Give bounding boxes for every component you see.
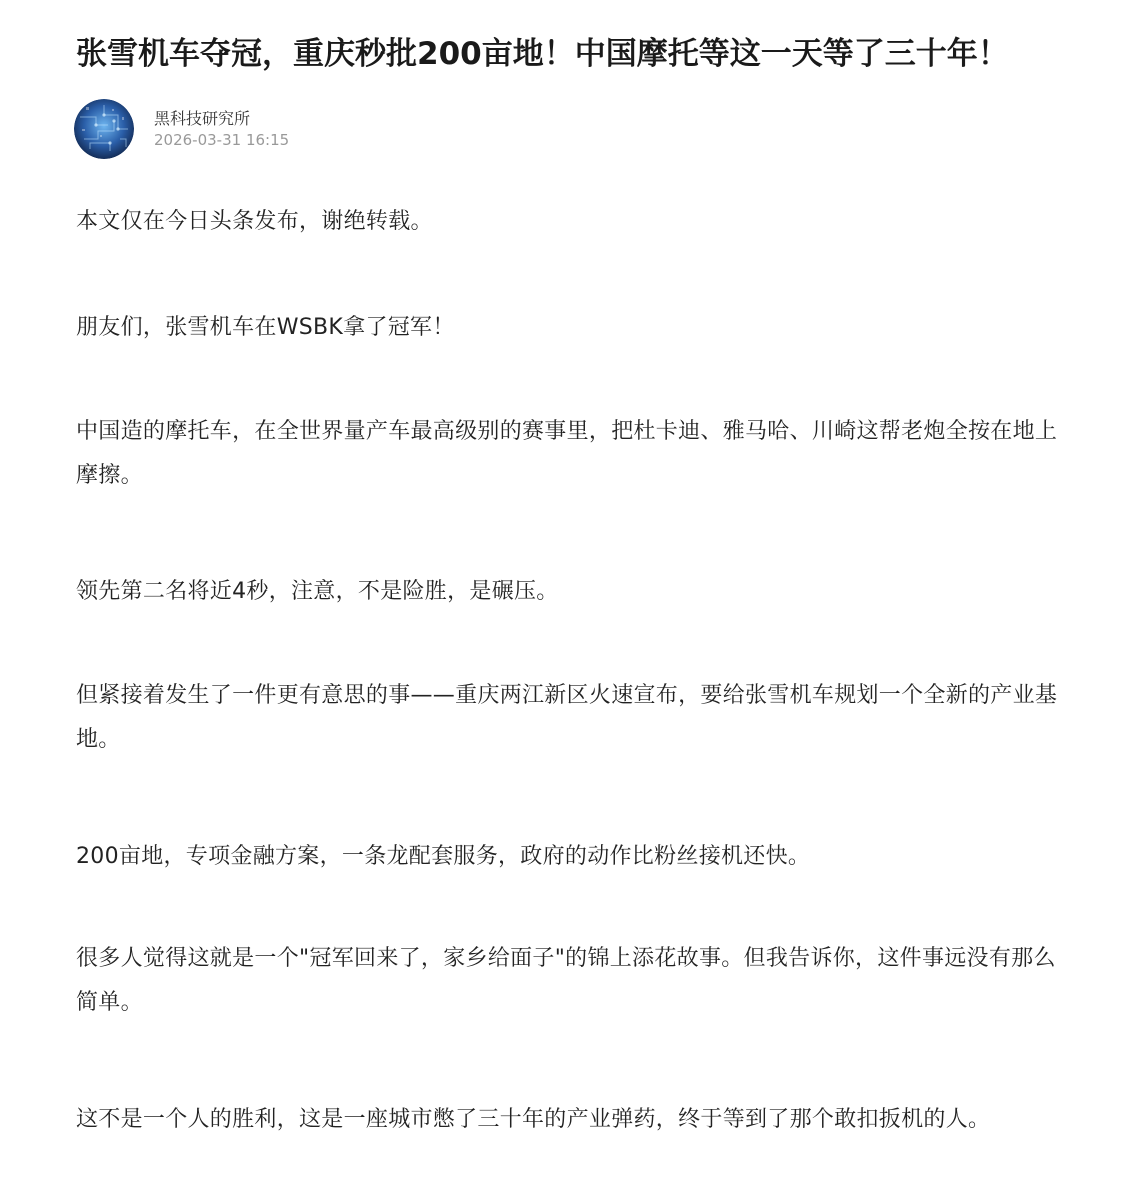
article-paragraph: 200亩地，专项金融方案，一条龙配套服务，政府的动作比粉丝接机还快。 — [76, 844, 811, 869]
article-paragraph: 中国造的摩托车，在全世界量产车最高级别的赛事里，把杜卡迪、雅马哈、川崎这帮老炮全按在地上摩擦。 — [76, 419, 1058, 488]
author-bar — [74, 99, 574, 161]
publish-time: 2026-03-31 16:15 — [154, 131, 290, 149]
article-title: 张雪机车夺冠，重庆秒批200亩地！中国摩托等这一天等了三十年！ — [76, 36, 1009, 72]
article-paragraph: 朋友们，张雪机车在WSBK拿了冠军！ — [76, 315, 455, 340]
article-paragraph: 本文仅在今日头条发布，谢绝转载。 — [76, 209, 433, 234]
author-avatar[interactable] — [74, 99, 134, 159]
author-name[interactable]: 黑科技研究所 — [154, 109, 251, 128]
article-paragraph: 但紧接着发生了一件更有意思的事——重庆两江新区火速宣布，要给张雪机车规划一个全新的产业基地。 — [76, 683, 1058, 752]
circuit-avatar-icon — [74, 99, 134, 159]
article-paragraph: 这不是一个人的胜利，这是一座城市憋了三十年的产业弹药，终于等到了那个敢扣扳机的人。 — [76, 1107, 991, 1132]
article-paragraph: 很多人觉得这就是一个"冠军回来了，家乡给面子"的锦上添花故事。但我告诉你，这件事远没有那么简单。 — [76, 946, 1056, 1015]
article-paragraph: 领先第二名将近4秒，注意，不是险胜，是碾压。 — [76, 579, 559, 604]
